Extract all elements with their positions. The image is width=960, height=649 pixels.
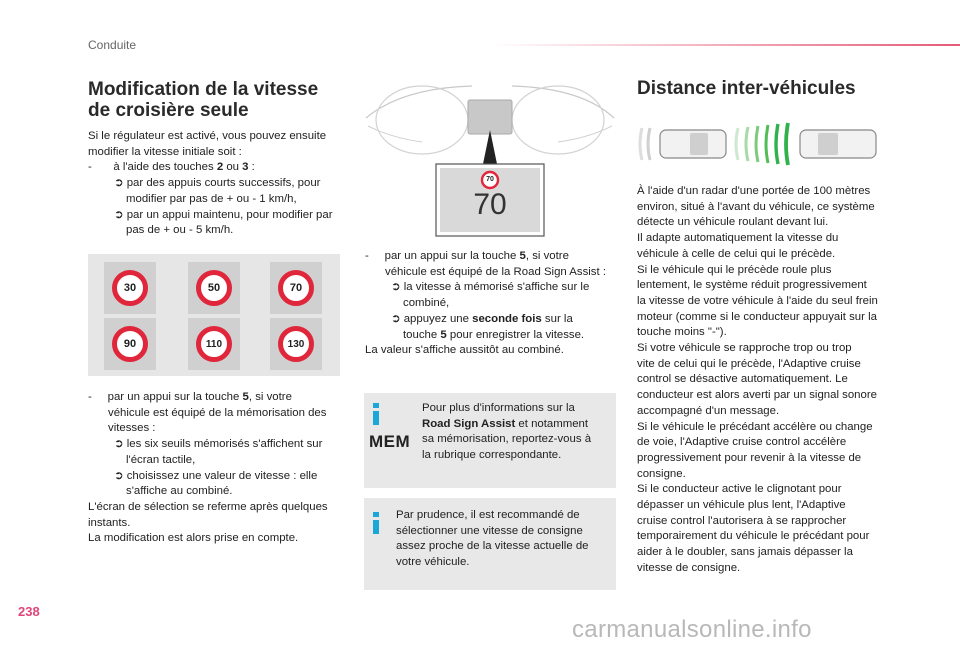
closing-line-1: L'écran de sélection se referme après quelques bbox=[88, 500, 328, 513]
bullet-keys-text: - à l'aide des touches bbox=[88, 161, 217, 174]
sub-bullet-press-again: ➲ appuyez une seconde fois sur la bbox=[391, 312, 573, 325]
intro-line-1: Si le régulateur est activé, vous pouvez ensuite bbox=[88, 130, 327, 142]
closing-line-3: La modification est alors prise en compte. bbox=[88, 532, 299, 545]
info-icon bbox=[373, 512, 379, 517]
sign-cell bbox=[188, 318, 240, 370]
key-3: 3 bbox=[242, 161, 249, 174]
road-sign-assist-bold: Road Sign Assist bbox=[422, 417, 516, 430]
emphasis-second-time: seconde fois bbox=[472, 312, 542, 325]
display-note: La valeur s'affiche aussitôt au combiné. bbox=[365, 344, 564, 357]
bullet-keys-or: ou bbox=[223, 161, 243, 174]
speed-sign-icon: 30 bbox=[112, 270, 148, 306]
sign-cell bbox=[270, 262, 322, 314]
arrow-icon: ➲ bbox=[391, 281, 404, 294]
sub-bullet-press-again-2: touche 5 pour enregistrer la vitesse. bbox=[403, 328, 585, 341]
sub-bullet-choose: ➲ choisissez une valeur de vitesse : elle bbox=[114, 469, 318, 482]
sub-bullet-six-thresholds-2: l'écran tactile, bbox=[126, 453, 196, 466]
radar-distance-illustration bbox=[638, 118, 890, 170]
road-sign-assist-text bbox=[365, 249, 623, 359]
info-box-text: Pour plus d'informations sur la Road Sign Assist et notamment sa mémorisation, reportez-vous à la rubrique correspondante. bbox=[422, 402, 592, 462]
memorisation-text bbox=[88, 390, 350, 547]
key-5: 5 bbox=[440, 328, 447, 341]
watermark: carmanualsonline.info bbox=[572, 616, 812, 643]
arrow-icon: ➲ bbox=[114, 208, 127, 221]
intro-text bbox=[88, 129, 348, 239]
header-rule bbox=[490, 44, 960, 46]
closing-line-2: instants. bbox=[88, 516, 131, 529]
arrow-icon: ➲ bbox=[114, 438, 127, 451]
info-icon bbox=[373, 403, 379, 408]
display-sign-value: 70 bbox=[486, 176, 494, 183]
info-icon-stem bbox=[373, 411, 379, 425]
distance-body-text: À l'aide d'un radar d'une portée de 100 mètres environ, situé à l'avant du véhicule, ce système détecte un véhicule roulant devant lui. Il adapte automatiquement la vitesse du véhicule à celle de celui qui le précède. Si le véhicule qui le précède roule plus lentement, le système réduit progressivement la vitesse de votre véhicule à l'aide du seul frein moteur (comme si le conducteur appuyait sur la touche moins "-"). Si votre véhicule se rapproche trop ou trop vite de celui qui le précède, l'Adaptive cruise control se désactive automatiquement. Le conducteur est alors averti par un signal sonore accompagné d'un message. Si le véhicule le précédant accélère ou change de voie, l'Adaptive cruise control accélère progressivement pour revenir à la vitesse de consigne. Si le conducteur active le clignotant pour dépasser un véhicule plus lent, l'Adaptive cruise control l'autorisera à se rapprocher temporairement du véhicule le précédant pour aider à le doubler, sans jamais dépasser la vitesse de consigne. bbox=[637, 185, 878, 574]
bullet-keys bbox=[88, 160, 348, 176]
bullet-key5-line2: véhicule est équipé de la mémorisation des bbox=[108, 406, 327, 419]
arrow-icon: ➲ bbox=[391, 312, 404, 325]
speed-sign-icon: 130 bbox=[278, 326, 314, 362]
info-box-memorisation bbox=[364, 393, 616, 488]
sub-bullet-speed-displayed-2: combiné, bbox=[403, 297, 450, 310]
sub-bullet-speed-displayed: ➲ la vitesse à mémorisé s'affiche sur le bbox=[391, 281, 590, 294]
info-box-prudence bbox=[364, 498, 616, 590]
intro-line-2: modifier la vitesse initiale soit : bbox=[88, 145, 242, 158]
title-line-1: Modification de la vitesse bbox=[88, 79, 319, 100]
bullet-key5-line3: vitesses : bbox=[108, 422, 156, 435]
sub-bullet-short-press: ➲ par des appuis courts successifs, pour bbox=[114, 177, 321, 190]
key-2: 2 bbox=[216, 161, 224, 174]
section-label: Conduite bbox=[88, 38, 137, 52]
bullet-key5-rsa: - par un appui sur la touche 5, si votre bbox=[365, 250, 569, 262]
pointer-arrow-icon bbox=[483, 130, 497, 164]
bullet-keys-colon: : bbox=[248, 161, 255, 174]
sign-cell bbox=[188, 262, 240, 314]
sign-cell bbox=[104, 262, 156, 314]
arrow-icon: ➲ bbox=[114, 177, 127, 190]
sign-cell bbox=[104, 318, 156, 370]
arrow-icon: ➲ bbox=[114, 469, 127, 482]
sub-bullet-choose-2: s'affiche au combiné. bbox=[126, 485, 233, 498]
key-5: 5 bbox=[242, 391, 249, 403]
speed-sign-icon: 110 bbox=[196, 326, 232, 362]
title-line-2: de croisière seule bbox=[88, 100, 249, 121]
sub-bullet-long-press-2: pas de + ou - 5 km/h. bbox=[126, 224, 234, 237]
mem-label: MEM bbox=[369, 432, 411, 451]
speed-sign-icon: 90 bbox=[112, 326, 148, 362]
key-5: 5 bbox=[519, 250, 526, 262]
speed-thresholds-illustration bbox=[88, 254, 340, 376]
bullet-key5-rsa-line2: véhicule est équipé de la Road Sign Assist : bbox=[385, 265, 606, 278]
page-number: 238 bbox=[18, 604, 40, 619]
sub-bullet-short-press-2: modifier par pas de + ou - 1 km/h, bbox=[126, 192, 297, 205]
display-speed-value: 70 bbox=[473, 188, 507, 221]
sign-cell bbox=[270, 318, 322, 370]
sub-bullet-long-press: ➲ par un appui maintenu, pour modifier par bbox=[114, 208, 333, 221]
bullet-key5: - par un appui sur la touche 5, si votre bbox=[88, 391, 292, 403]
info-box-text: Par prudence, il est recommandé de sélectionner une vitesse de consigne assez proche de la vitesse actuelle de votre véhicule. bbox=[396, 509, 589, 569]
sub-bullet-six-thresholds: ➲ les six seuils mémorisés s'affichent sur bbox=[114, 438, 323, 451]
section-title-distance: Distance inter-véhicules bbox=[637, 78, 856, 99]
info-icon-stem bbox=[373, 520, 379, 534]
speed-sign-icon: 70 bbox=[278, 270, 314, 306]
section-title-cruise-speed bbox=[88, 79, 318, 121]
speed-sign-icon: 50 bbox=[196, 270, 232, 306]
